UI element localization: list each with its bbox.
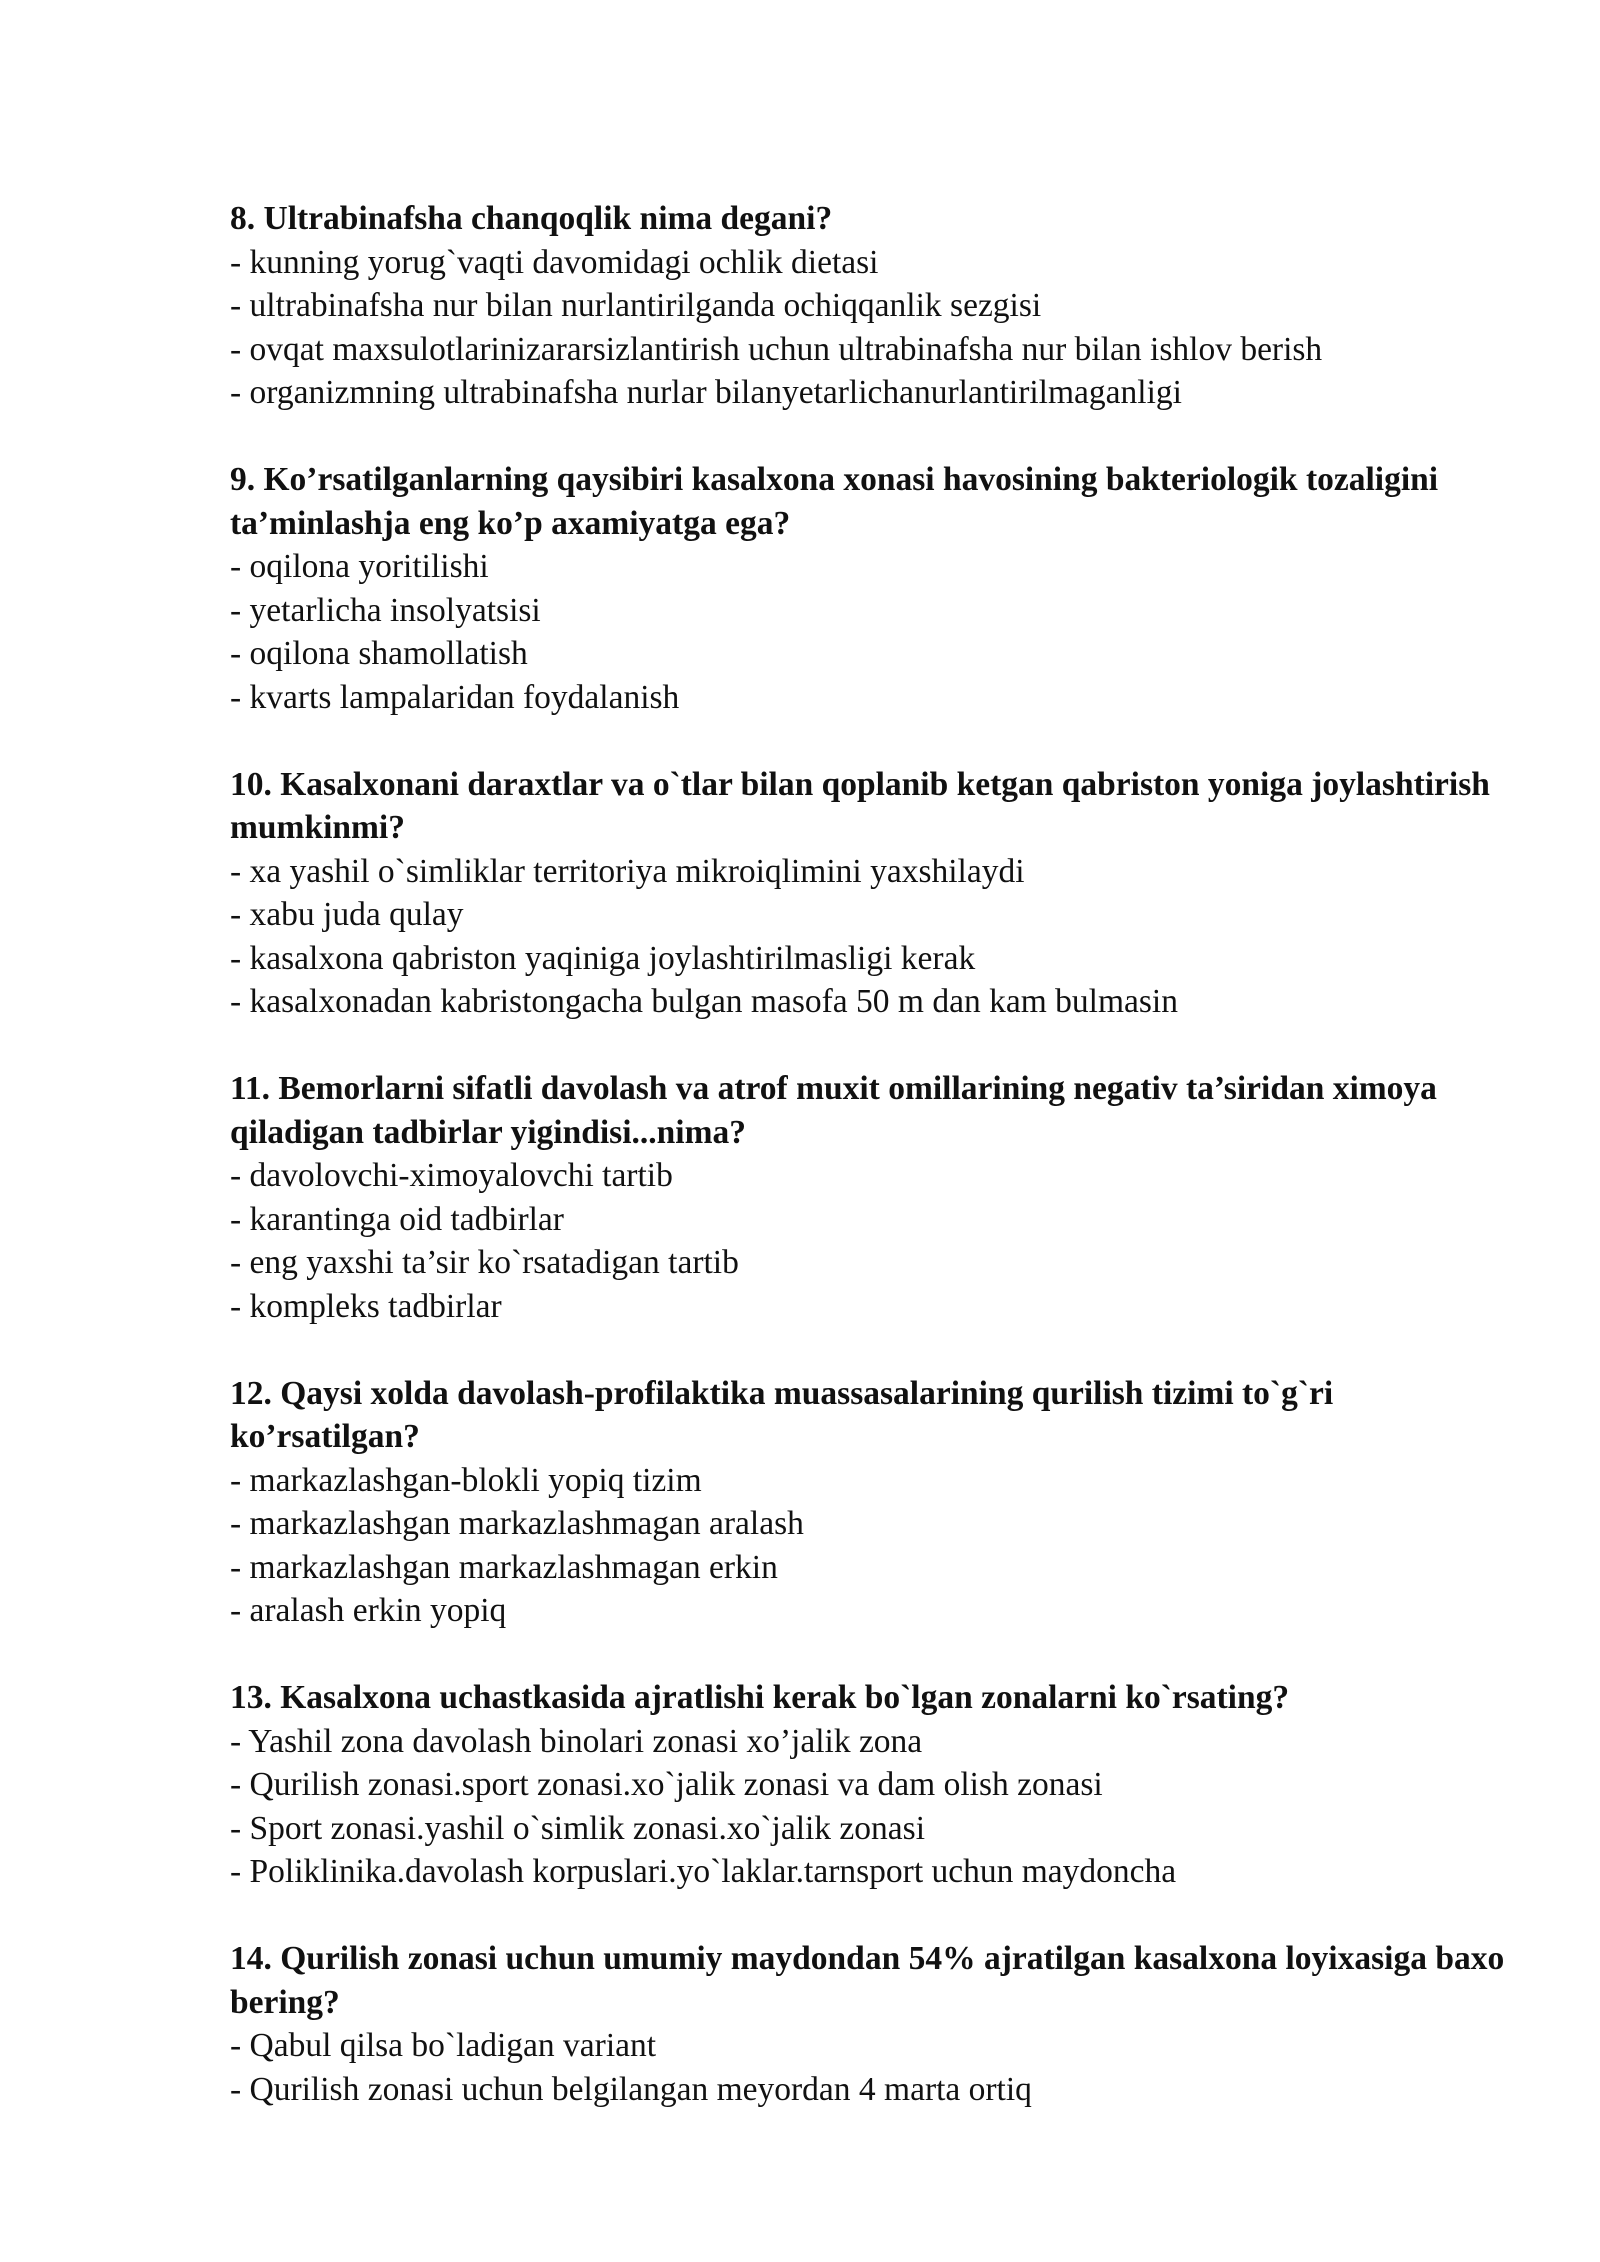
question-title: 13. Kasalxona uchastkasida ajratlishi kerak bo`lgan zonalarni ko`rsating?: [230, 1679, 1290, 1716]
question-title: 14. Qurilish zonasi uchun umumiy maydondan 54% ajratilgan kasalxona loyixasiga baxo bering?: [230, 1940, 1505, 2021]
question-12: [230, 1372, 1530, 1633]
answer-option: - yetarlicha insolyatsisi: [230, 591, 541, 629]
answer-option: - oqilona yoritilishi: [230, 548, 489, 585]
question-9: [230, 458, 1530, 719]
answer-option: - markazlashgan markazlashmagan aralash: [230, 1505, 804, 1542]
answer-option: - kompleks tadbirlar: [230, 1287, 502, 1325]
answer-option: - karantinga oid tadbirlar: [230, 1200, 564, 1238]
answer-option: - Qurilish zonasi.sport zonasi.xo`jalik zonasi va dam olish zonasi: [230, 1766, 1103, 1803]
answer-option: - ultrabinafsha nur bilan nurlantirilganda ochiqqanlik sezgisi: [230, 287, 1042, 324]
question-title: 10. Kasalxonani daraxtlar va o`tlar bilan qoplanib ketgan qabriston yoniga joylashtirish mumkinmi?: [230, 765, 1490, 846]
answer-option: - kunning yorug`vaqti davomidagi ochlik dietasi: [230, 243, 879, 281]
answer-option: - Poliklinika.davolash korpuslari.yo`laklar.tarnsport uchun maydoncha: [230, 1853, 1177, 1890]
question-title: 12. Qaysi xolda davolash-profilaktika muassasalarining qurilish tizimi to`g`ri ko’rsatilgan?: [230, 1374, 1334, 1455]
answer-option: - Qurilish zonasi uchun belgilangan meyordan 4 marta ortiq: [230, 2070, 1032, 2108]
question-title: 8. Ultrabinafsha chanqoqlik nima degani?: [230, 200, 833, 237]
answer-option: - markazlashgan-blokli yopiq tizim: [230, 1461, 702, 1499]
answer-option: - kasalxonadan kabristongacha bulgan masofa 50 m dan kam bulmasin: [230, 983, 1178, 1020]
answer-option: - markazlashgan markazlashmagan erkin: [230, 1548, 778, 1586]
question-13: [230, 1676, 1530, 1894]
answer-option: - Qabul qilsa bo`ladigan variant: [230, 2027, 657, 2064]
document-page: [230, 197, 1530, 2155]
question-8: [230, 197, 1530, 415]
answer-option: - eng yaxshi ta’sir ko`rsatadigan tartib: [230, 1244, 739, 1281]
answer-option: - aralash erkin yopiq: [230, 1592, 507, 1629]
answer-option: - kasalxona qabriston yaqiniga joylashtirilmasligi kerak: [230, 939, 976, 977]
answer-option: - kvarts lampalaridan foydalanish: [230, 678, 680, 716]
question-14: [230, 1937, 1530, 2111]
answer-option: - davolovchi-ximoyalovchi tartib: [230, 1157, 673, 1194]
answer-option: - organizmning ultrabinafsha nurlar bilanyetarlichanurlantirilmaganligi: [230, 374, 1182, 411]
answer-option: - oqilona shamollatish: [230, 635, 528, 672]
answer-option: - Yashil zona davolash binolari zonasi xo’jalik zona: [230, 1722, 923, 1760]
answer-option: - Sport zonasi.yashil o`simlik zonasi.xo`jalik zonasi: [230, 1809, 926, 1847]
answer-option: - xabu juda qulay: [230, 896, 464, 933]
question-title: 11. Bemorlarni sifatli davolash va atrof muxit omillarining negativ ta’siridan ximoya qiladigan tadbirlar yigindisi...nima?: [230, 1070, 1437, 1151]
question-10: [230, 763, 1530, 1024]
answer-option: - xa yashil o`simliklar territoriya mikroiqlimini yaxshilaydi: [230, 852, 1025, 890]
question-title: 9. Ko’rsatilganlarning qaysibiri kasalxona xonasi havosining bakteriologik tozaligini ta’minlashja eng ko’p axamiyatga ega?: [230, 461, 1439, 542]
answer-option: - ovqat maxsulotlarinizararsizlantirish uchun ultrabinafsha nur bilan ishlov berish: [230, 330, 1323, 368]
question-11: [230, 1067, 1530, 1328]
